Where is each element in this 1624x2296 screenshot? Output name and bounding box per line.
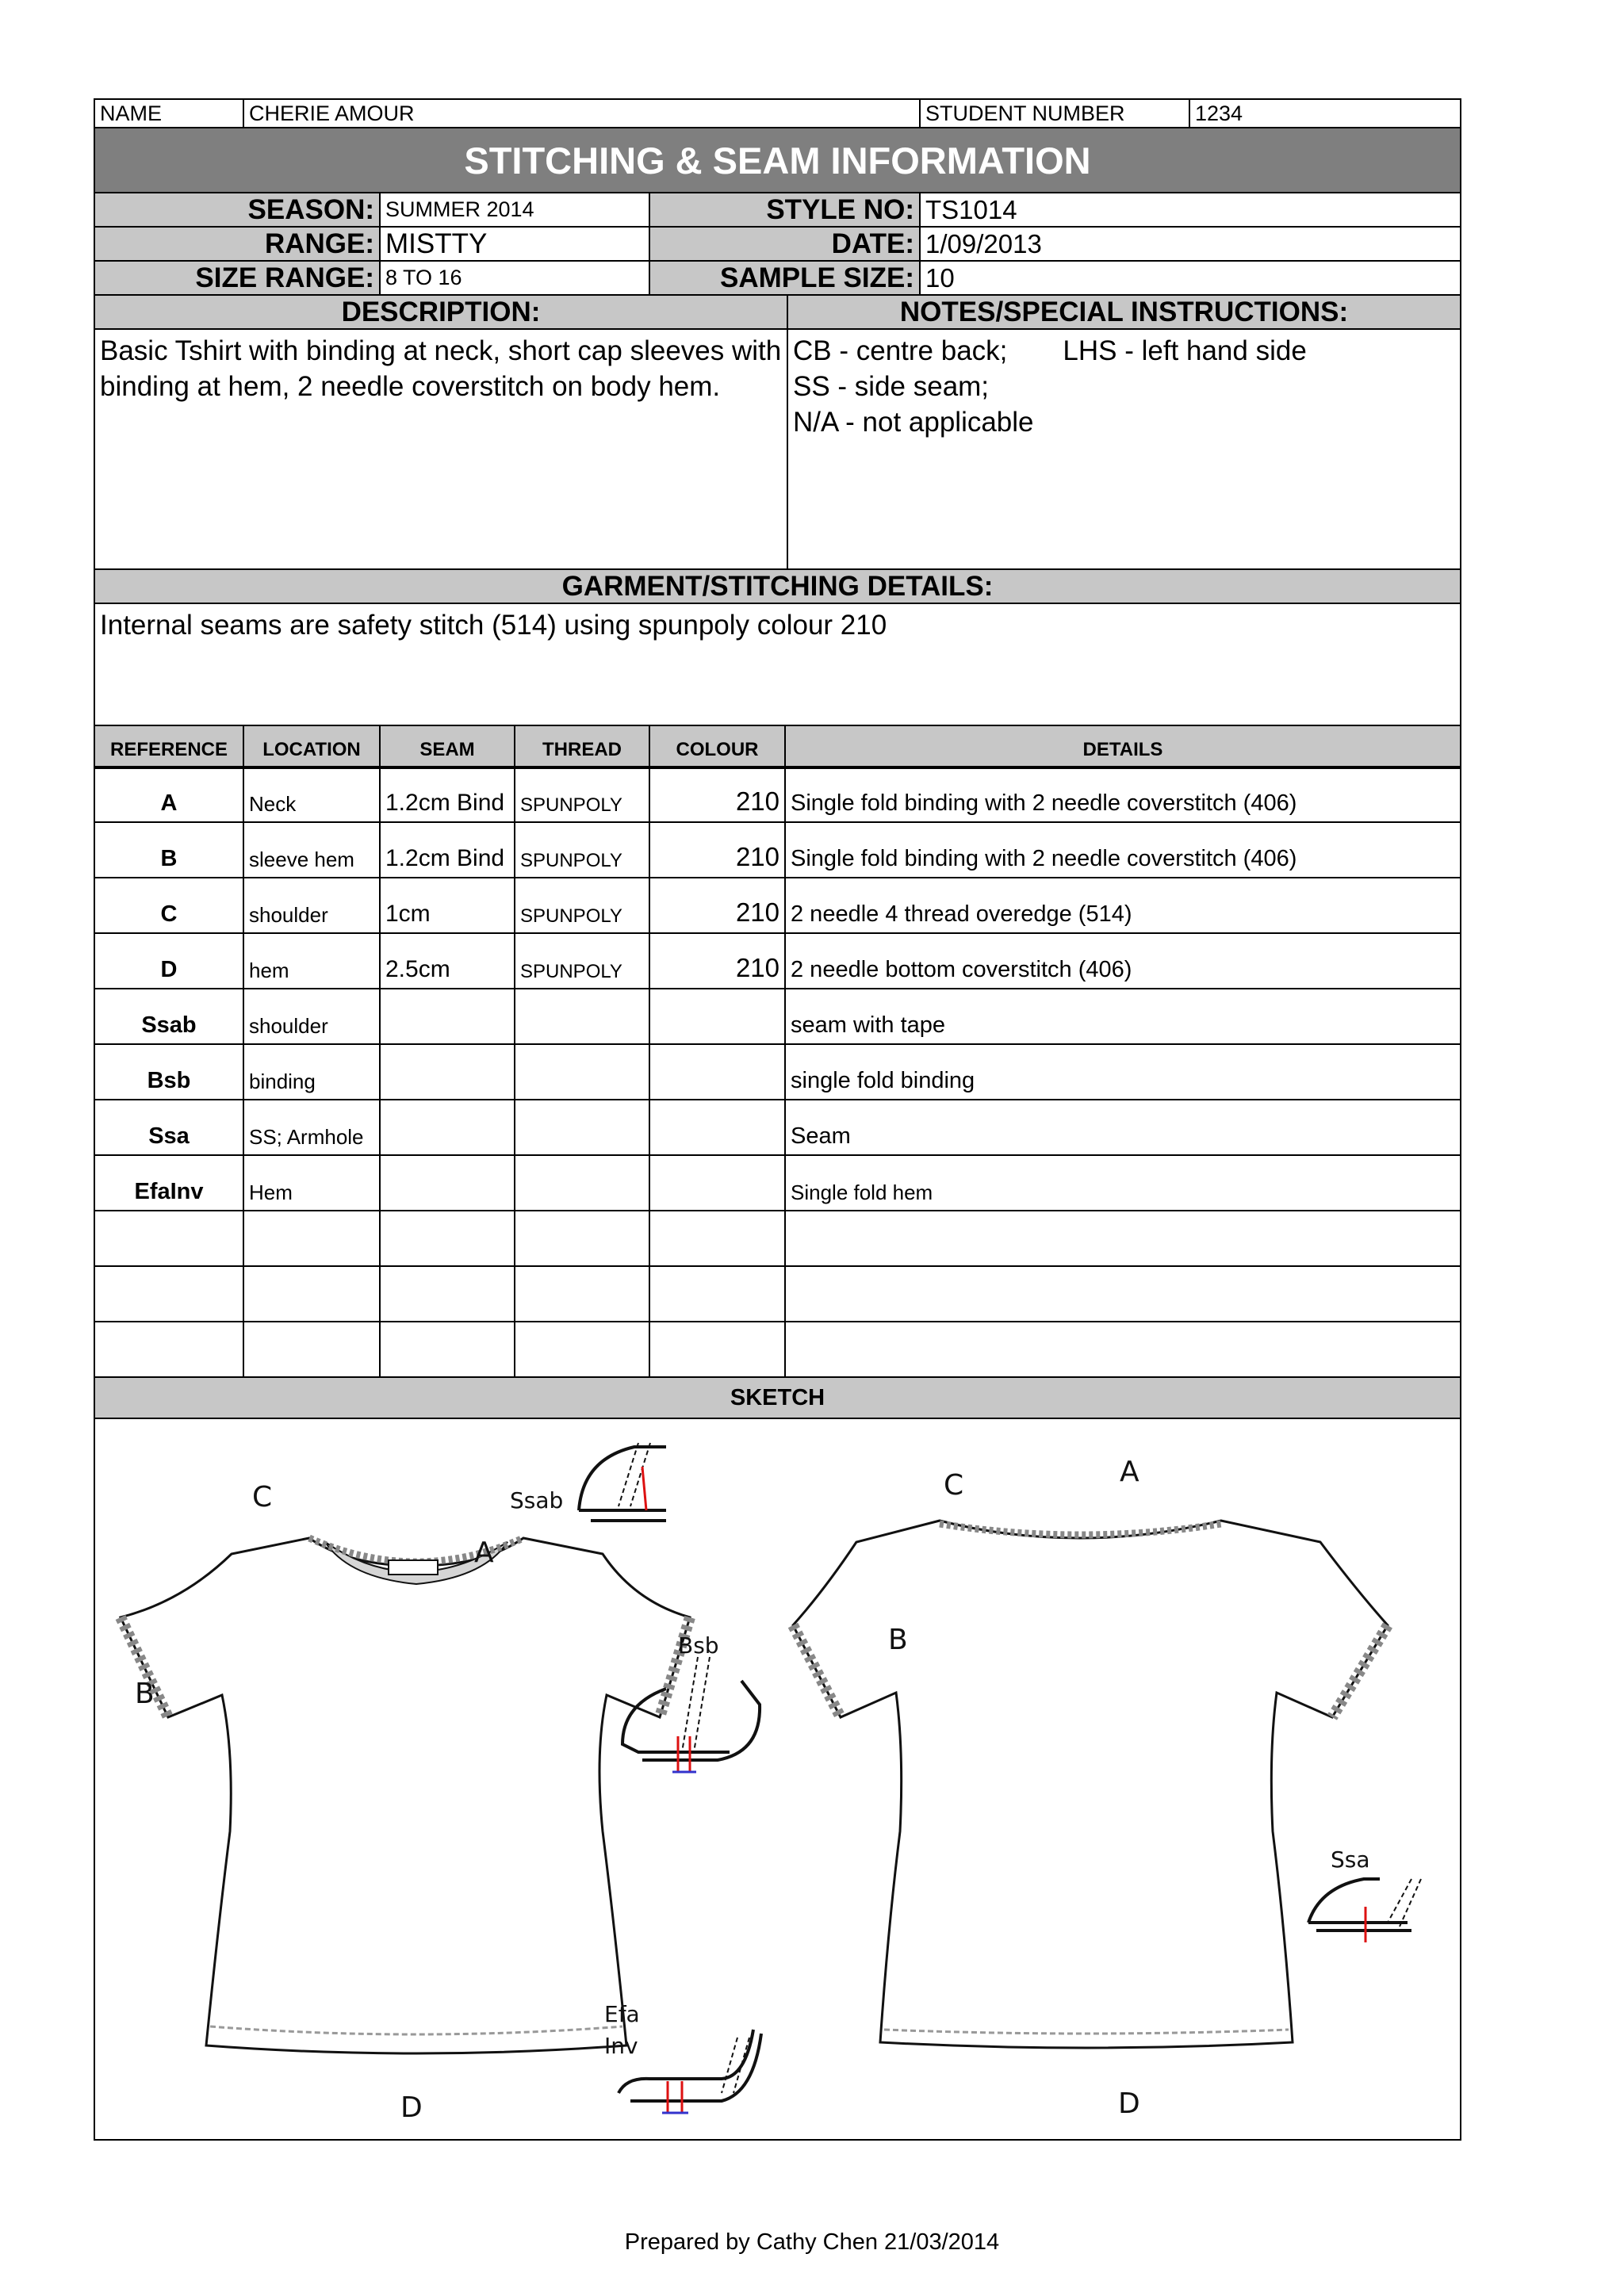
col-thread: THREAD [515,726,650,766]
title-bar [94,128,1461,193]
cell-location [244,1322,381,1376]
cell-seam [381,1100,515,1154]
col-seam: SEAM [381,726,515,766]
description-text: Basic Tshirt with binding at neck, short cap sleeves with binding at hem, 2 needle coverstitch on body hem. [95,330,788,568]
table-row [94,934,1461,989]
size-range-value: 8 TO 16 [381,262,650,294]
garment-body [94,604,1461,726]
season-row [94,193,1461,228]
back-tshirt-drawing [793,1521,1388,2048]
page-title: STITCHING & SEAM INFORMATION [464,139,1091,182]
garment-text: Internal seams are safety stitch (514) using spunpoly colour 210 [100,610,887,641]
cell-seam: 1.2cm Bind [381,823,515,877]
front-label-d: D [400,2091,423,2124]
cell-reference [95,1267,244,1321]
cell-location: Hem [244,1156,381,1210]
callout-ssab: Ssab [510,1487,564,1513]
sample-size-label: SAMPLE SIZE: [650,262,921,294]
desc-notes-body [94,330,1461,570]
sketch-label: SKETCH [730,1384,825,1410]
callout-ssa: Ssa [1331,1846,1370,1873]
garment-label: GARMENT/STITCHING DETAILS: [561,570,994,602]
cell-details: 2 needle bottom coverstitch (406) [791,957,1132,982]
cell-colour: 210 [650,878,786,932]
cell-seam [381,1267,515,1321]
note-cb: CB - centre back; [793,335,1008,366]
cell-details: Single fold hem [791,1181,933,1204]
back-label-c: C [944,1469,964,1502]
cell-thread [515,1100,650,1154]
range-row [94,228,1461,262]
cell-colour [650,1100,786,1154]
ssa-seam-diagram [1308,1879,1421,1942]
cell-thread [515,1045,650,1099]
sample-size-value: 10 [925,262,955,293]
cell-seam: 1cm [381,878,515,932]
cell-seam [381,1322,515,1376]
cell-details: 2 needle 4 thread overedge (514) [791,901,1132,927]
cell-reference: EfaInv [95,1156,244,1210]
back-label-d: D [1118,2087,1140,2120]
cell-location: shoulder [244,878,381,932]
cell-location [244,1267,381,1321]
name-label: NAME [95,100,244,127]
header-row [94,98,1461,128]
date-label: DATE: [650,228,921,260]
size-range-label: SIZE RANGE: [95,262,381,294]
table-row [94,1322,1461,1378]
callout-inv: Inv [604,2033,638,2059]
cell-seam: 1.2cm Bind [381,769,515,821]
cell-details: Single fold binding with 2 needle coverstitch (406) [791,790,1297,816]
col-colour: COLOUR [650,726,786,766]
ssab-seam-diagram [579,1443,666,1521]
front-neck-label [389,1560,438,1575]
table-row [94,1045,1461,1100]
name-value: CHERIE AMOUR [244,100,921,127]
table-row [94,767,1461,823]
table-row [94,1100,1461,1156]
cell-colour [650,1045,786,1099]
notes-label: NOTES/SPECIAL INSTRUCTIONS: [899,296,1349,327]
student-number-value: 1234 [1195,101,1243,125]
cell-location: sleeve hem [244,823,381,877]
back-label-a: A [1120,1456,1139,1488]
season-value: SUMMER 2014 [381,193,650,226]
table-body [94,767,1461,1378]
cell-details: Single fold binding with 2 needle coverstitch (406) [791,846,1297,871]
col-details: DETAILS [1082,739,1163,760]
front-label-c: C [252,1481,273,1513]
cell-location: hem [244,934,381,988]
back-body [793,1521,1388,2048]
cell-details [786,1267,1460,1321]
cell-thread [515,989,650,1043]
cell-colour: 210 [650,769,786,821]
front-body [121,1538,690,2053]
sketch-header [94,1378,1461,1419]
table-row [94,1211,1461,1267]
efainv-seam-diagram [619,2030,761,2113]
tshirt-sketch [95,1419,1460,2139]
cell-seam [381,1211,515,1265]
table-row [94,823,1461,878]
cell-location: SS; Armhole [244,1100,381,1154]
cell-seam [381,989,515,1043]
cell-thread [515,1211,650,1265]
front-tshirt-drawing [121,1538,690,2053]
cell-reference: C [95,878,244,932]
table-row [94,878,1461,934]
cell-reference [95,1211,244,1265]
cell-seam [381,1156,515,1210]
table-header [94,726,1461,767]
cell-reference: D [95,934,244,988]
cell-thread [515,1267,650,1321]
front-label-b: B [135,1678,155,1710]
note-ss: SS - side seam; [793,371,990,402]
back-label-b: B [888,1624,908,1656]
cell-thread [515,1156,650,1210]
cell-details: single fold binding [791,1068,975,1093]
desc-notes-header [94,296,1461,330]
cell-reference [95,1322,244,1376]
cell-reference: Bsb [95,1045,244,1099]
cell-details: Seam [791,1123,851,1149]
front-label-a: A [474,1536,494,1569]
cell-thread: SPUNPOLY [515,934,650,988]
size-row [94,262,1461,296]
cell-colour [650,989,786,1043]
cell-reference: Ssa [95,1100,244,1154]
cell-reference: A [95,769,244,821]
student-number-label: STUDENT NUMBER [921,100,1190,127]
garment-header [94,570,1461,604]
cell-location: Neck [244,769,381,821]
range-label: RANGE: [95,228,381,260]
table-row [94,989,1461,1045]
cell-thread: SPUNPOLY [515,769,650,821]
table-row [94,1156,1461,1211]
note-lhs: LHS - left hand side [1063,335,1307,366]
cell-location [244,1211,381,1265]
cell-details [786,1211,1460,1265]
callout-bsb: Bsb [678,1632,719,1659]
cell-details [786,1322,1460,1376]
cell-thread [515,1322,650,1376]
cell-colour [650,1211,786,1265]
date-value: 1/09/2013 [925,228,1042,258]
cell-location: shoulder [244,989,381,1043]
cell-colour [650,1156,786,1210]
cell-reference: B [95,823,244,877]
range-value: MISTTY [381,228,650,260]
prepared-by: Prepared by Cathy Chen 21/03/2014 [624,2229,1000,2255]
cell-colour [650,1322,786,1376]
sketch-area [94,1419,1461,2141]
spec-sheet [94,98,1461,2141]
col-reference: REFERENCE [95,726,244,766]
callout-efa: Efa [604,2001,640,2027]
notes-text [788,330,1460,568]
note-na: N/A - not applicable [793,407,1034,438]
cell-colour [650,1267,786,1321]
season-label: SEASON: [95,193,381,226]
cell-seam: 2.5cm [381,934,515,988]
style-value: TS1014 [925,194,1017,224]
cell-location: binding [244,1045,381,1099]
cell-reference: Ssab [95,989,244,1043]
cell-thread: SPUNPOLY [515,823,650,877]
cell-colour: 210 [650,934,786,988]
style-label: STYLE NO: [650,193,921,226]
table-row [94,1267,1461,1322]
cell-colour: 210 [650,823,786,877]
col-location: LOCATION [244,726,381,766]
cell-seam [381,1045,515,1099]
cell-thread: SPUNPOLY [515,878,650,932]
cell-details: seam with tape [791,1012,946,1038]
description-label: DESCRIPTION: [95,296,788,328]
